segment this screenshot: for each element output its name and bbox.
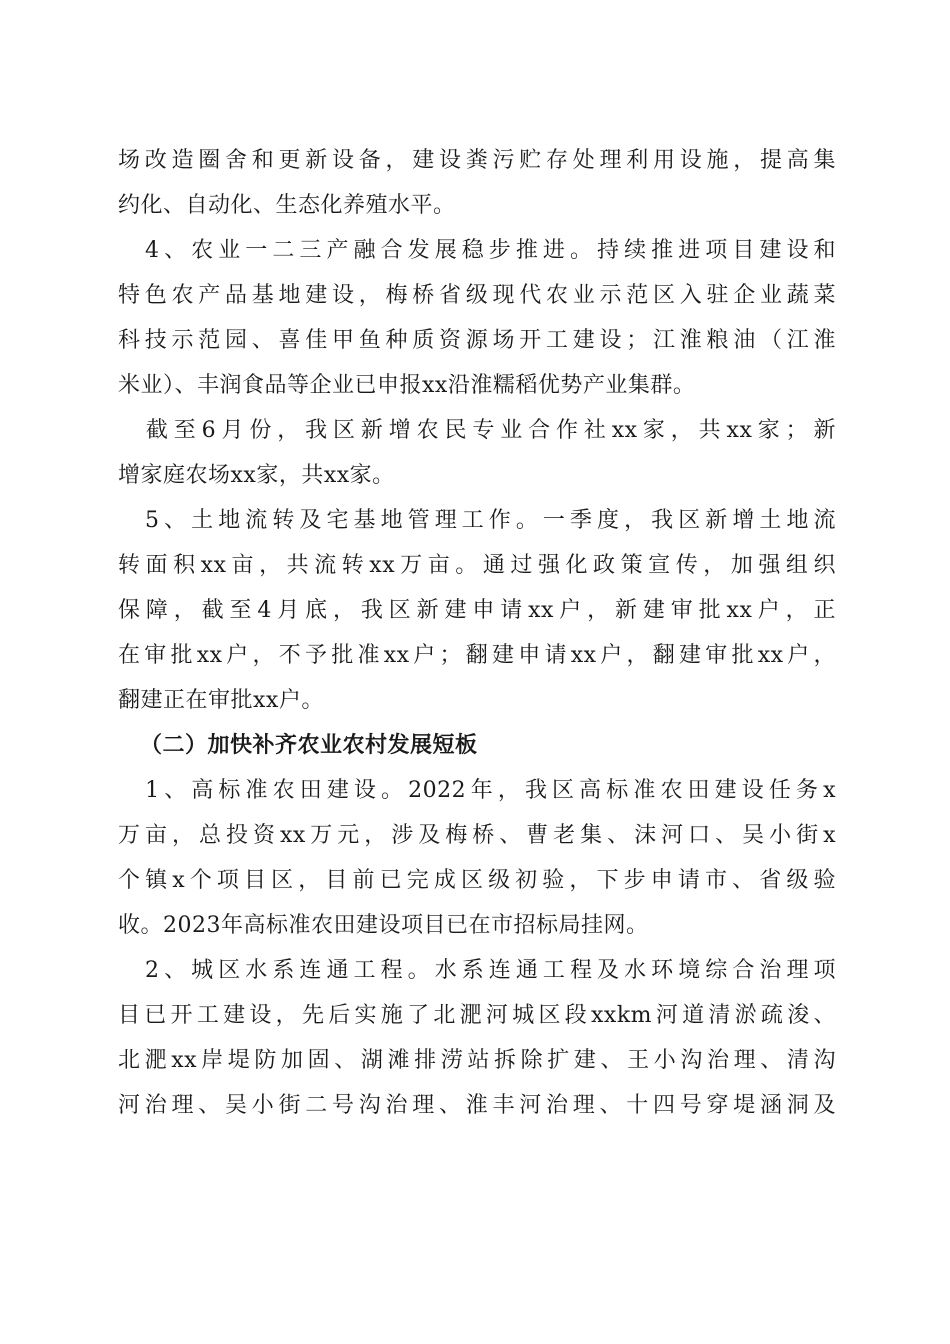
text-line: 1、高标准农田建设。2022年，我区高标准农田建设任务x bbox=[118, 778, 836, 803]
text-line: 4、农业一二三产融合发展稳步推进。持续推进项目建设和 bbox=[118, 238, 836, 263]
text-line: 特色农产品基地建设，梅桥省级现代农业示范区入驻企业蔬菜 bbox=[118, 283, 836, 308]
text-line: 米业）、丰润食品等企业已申报xx沿淮糯稻优势产业集群。 bbox=[118, 373, 696, 398]
text-line: 个镇x个项目区，目前已完成区级初验，下步申请市、省级验 bbox=[118, 868, 836, 893]
text-line: 河治理、吴小街二号沟治理、淮丰河治理、十四号穿堤涵洞及 bbox=[118, 1093, 836, 1118]
text-line: 转面积xx亩，共流转xx万亩。通过强化政策宣传，加强组织 bbox=[118, 553, 836, 578]
text-line: 5、土地流转及宅基地管理工作。一季度，我区新增土地流 bbox=[118, 508, 836, 533]
text-line: 保障，截至4月底，我区新建申请xx户，新建审批xx户，正 bbox=[118, 598, 836, 623]
text-line: 2、城区水系连通工程。水系连通工程及水环境综合治理项 bbox=[118, 958, 836, 983]
text-line: 场改造圈舍和更新设备，建设粪污贮存处理利用设施，提高集 bbox=[118, 148, 836, 173]
text-line: 翻建正在审批xx户。 bbox=[118, 688, 324, 713]
text-line: 万亩，总投资xx万元，涉及梅桥、曹老集、沫河口、吴小街x bbox=[118, 823, 836, 848]
section-heading: （二）加快补齐农业农村发展短板 bbox=[140, 732, 478, 758]
text-line: 科技示范园、喜佳甲鱼种质资源场开工建设；江淮粮油（江淮 bbox=[118, 328, 836, 353]
document-body bbox=[118, 138, 836, 1128]
text-line: 目已开工建设，先后实施了北淝河城区段xxkm河道清淤疏浚、 bbox=[118, 1003, 836, 1028]
text-line: 在审批xx户，不予批准xx户；翻建申请xx户，翻建审批xx户， bbox=[118, 643, 836, 668]
text-line: 截至6月份，我区新增农民专业合作社xx家，共xx家；新 bbox=[118, 418, 836, 443]
text-line: 北淝xx岸堤防加固、湖滩排涝站拆除扩建、王小沟治理、清沟 bbox=[118, 1048, 836, 1073]
text-line: 约化、自动化、生态化养殖水平。 bbox=[118, 193, 456, 218]
text-line: 收。2023年高标准农田建设项目已在市招标局挂网。 bbox=[118, 913, 649, 938]
text-line: 增家庭农场xx家，共xx家。 bbox=[118, 463, 395, 488]
